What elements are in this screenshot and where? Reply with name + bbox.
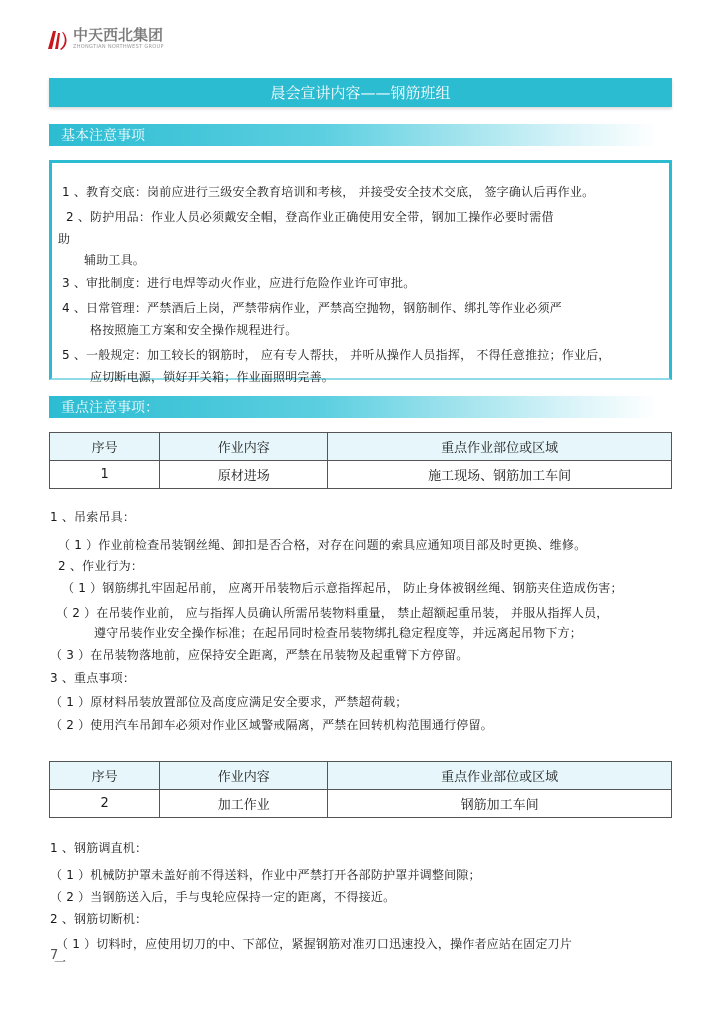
table-row xyxy=(50,790,672,818)
key-table-1 xyxy=(49,432,672,489)
key-table-2 xyxy=(49,761,672,818)
header-cell: 重点作业部位或区域 xyxy=(328,762,672,790)
basic-note-line: 辅助工具。 xyxy=(84,253,146,267)
item-line: 一 xyxy=(54,955,67,969)
section-key-title: 重点注意事项： xyxy=(49,396,657,418)
logo-subtitle: ZHONGTIAN NORTHWEST GROUP xyxy=(73,44,164,50)
item-line: 2 、钢筋切断机： xyxy=(50,912,148,926)
basic-note-line: 3 、审批制度：进行电焊等动火作业，应进行危险作业许可审批。 xyxy=(62,276,416,290)
document-title: 晨会宣讲内容——钢筋班组 xyxy=(49,78,672,107)
item-line: （ 3 ）在吊装物落地前，应保持安全距离，严禁在吊装物及起重臂下方停留。 xyxy=(50,648,469,662)
table-cell: 2 xyxy=(50,790,160,818)
item-line: （ 1 ）钢筋绑扎牢固起吊前， 应离开吊装物后示意指挥起吊， 防止身体被钢丝绳、钢筋夹住造成伤害； xyxy=(62,581,623,595)
basic-note-line: 助 xyxy=(58,232,71,246)
table-row xyxy=(50,461,672,489)
item-line: （ 1 ）切料时，应使用切刀的中、下部位，紧握钢筋对准刃口迅速投入，操作者应站在固定刀片 xyxy=(56,937,573,951)
item-line: （ 2 ）使用汽车吊卸车必须对作业区域警戒隔离，严禁在回转机构范围通行停留。 xyxy=(50,718,493,732)
table-cell: 施工现场、钢筋加工车间 xyxy=(328,461,672,489)
basic-note-line: 5 、一般规定：加工较长的钢筋时， 应有专人帮扶， 并听从操作人员指挥， 不得任意推拉；作业后， xyxy=(62,348,611,362)
item-line: 2 、作业行为： xyxy=(58,559,144,573)
logo-name: 中天西北集团 xyxy=(73,26,164,44)
item-line: （ 1 ）作业前检查吊装钢丝绳、卸扣是否合格，对存在问题的索具应通知项目部及时更换、维修。 xyxy=(58,538,587,552)
basic-note-line: 1 、教育交底：岗前应进行三级安全教育培训和考核， 并接受安全技术交底， 签字确认后再作业。 xyxy=(62,185,595,199)
table-cell: 加工作业 xyxy=(160,790,328,818)
basic-note-line: 应切断电源，锁好开关箱；作业面照明完善。 xyxy=(90,370,335,384)
table-header-row xyxy=(50,762,672,790)
item-line: （ 2 ）当钢筋送入后，手与曳轮应保持一定的距离，不得接近。 xyxy=(50,890,396,904)
header-cell: 序号 xyxy=(50,762,160,790)
header-cell: 作业内容 xyxy=(160,762,328,790)
item-line: （ 1 ）机械防护罩未盖好前不得送料，作业中严禁打开各部防护罩并调整间隙； xyxy=(50,868,481,882)
section-basic-title: 基本注意事项 xyxy=(49,124,657,146)
table-cell: 1 xyxy=(50,461,160,489)
basic-note-line: 格按照施工方案和安全操作规程进行。 xyxy=(90,323,298,337)
item-line: 1 、吊索吊具： xyxy=(50,510,136,524)
item-line: 3 、重点事项： xyxy=(50,671,136,685)
item-line: （ 1 ）原材料吊装放置部位及高度应满足安全要求，严禁超荷载； xyxy=(50,695,408,709)
table-cell: 钢筋加工车间 xyxy=(328,790,672,818)
header-cell: 序号 xyxy=(50,433,160,461)
item-line: 1 、钢筋调直机： xyxy=(50,841,148,855)
basic-note-line: 4 、日常管理：严禁酒后上岗，严禁带病作业，严禁高空抛物，钢筋制作、绑扎等作业必须严 xyxy=(62,301,562,315)
table-cell: 原材进场 xyxy=(160,461,328,489)
company-logo xyxy=(44,24,164,54)
header-cell: 重点作业部位或区域 xyxy=(328,433,672,461)
header-cell: 作业内容 xyxy=(160,433,328,461)
item-line: （ 2 ）在吊装作业前， 应与指挥人员确认所需吊装物料重量， 禁止超额起重吊装， 并服从指挥人员， xyxy=(56,606,609,620)
table-header-row xyxy=(50,433,672,461)
logo-mark-icon xyxy=(44,27,68,51)
item-line: 遵守吊装作业安全操作标准；在起吊同时检查吊装物绑扎稳定程度等，并远离起吊物下方； xyxy=(94,626,583,640)
basic-note-line: 2 、防护用品：作业人员必须戴安全帽，登高作业正确使用安全带，钢加工操作必要时需借 xyxy=(66,210,554,224)
page-number: 7 xyxy=(50,948,59,963)
